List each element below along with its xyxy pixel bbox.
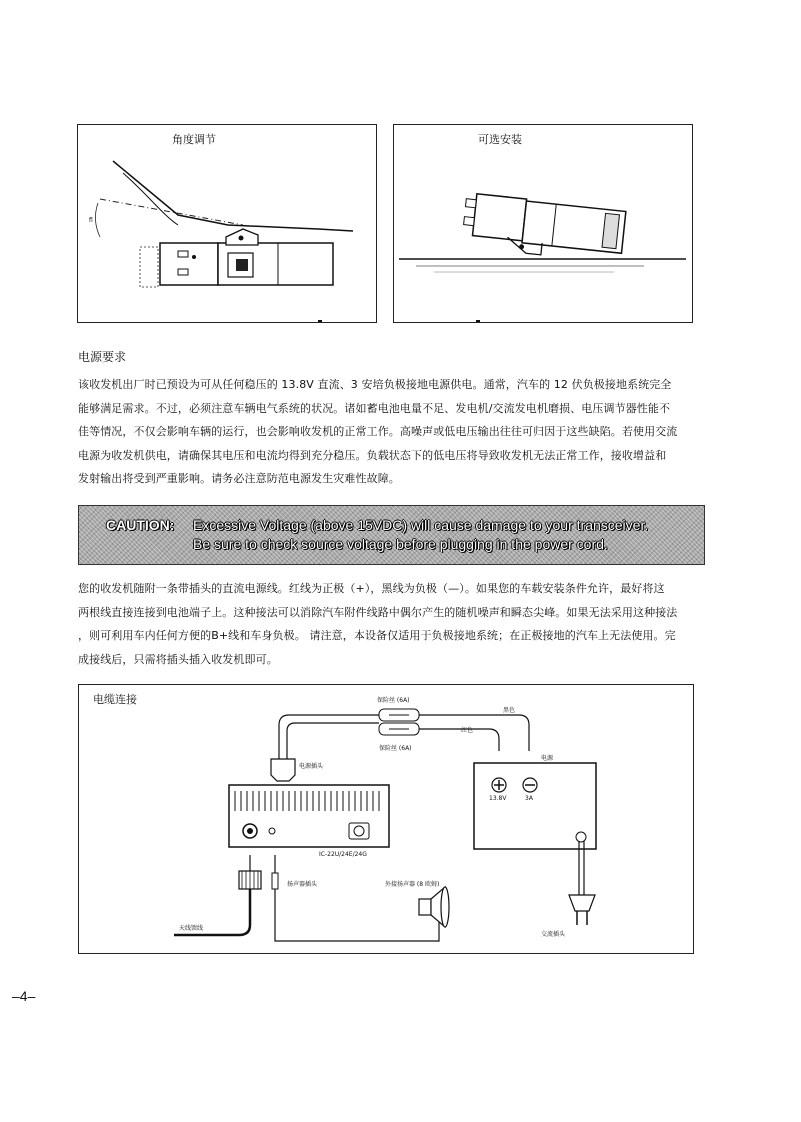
model-label: IC-22U/24E/24G — [319, 851, 367, 858]
paragraph-line: 发射输出将受到严重影响。请务必注意防范电源发生灾难性故障。 — [78, 472, 400, 485]
speaker-plug-label: 扬声器插头 — [287, 881, 318, 888]
paragraph-line: ，则可利用车内任何方便的B+线和车身负极。 请注意，本设备仅适用于负极接地系统；在正极接地的汽车上无法使用。完 — [78, 629, 676, 642]
fuse-label-top: 保险丝 (6A) — [377, 697, 410, 704]
optional-install-figure — [393, 124, 693, 323]
paragraph-line: 成接线后，只需将插头插入收发机即可。 — [78, 652, 278, 666]
fuse-label-bottom: 保险丝 (6A) — [379, 745, 412, 752]
power-plug-label: 电源插头 — [299, 763, 324, 770]
black-wire-label: 黑色 — [503, 707, 516, 714]
paragraph-line: 能够满足需求。不过，必须注意车辆电气系统的状况。诸如蓄电池电量不足、发电机/交流发电机磨损、电压调节器性能不 — [78, 401, 671, 415]
paragraph-line: 电源为收发机供电，请确保其电压和电流均得到充分稳压。负载状态下的低电压将导致收发机无法正常工作，接收增益和 — [78, 448, 667, 462]
red-wire-label: 红色 — [461, 727, 474, 734]
cable-connection-figure — [78, 684, 694, 954]
angle-adjust-drawing — [78, 125, 376, 322]
ac-plug-label: 交流插头 — [541, 931, 566, 938]
angle-adjust-title: 角度调节 — [172, 133, 216, 146]
paragraph-line: 您的收发机随附一条带插头的直流电源线。红线为正极（+），黑线为负极（—）。如果您的车载安装条件允许，最好将这 — [78, 582, 665, 595]
optional-install-drawing — [394, 125, 692, 322]
paragraph-line: 佳等情况，不仅会影响车辆的运行，也会影响收发机的正常工作。高噪声或低电压输出往往可归因于这些缺陷。若使用交流 — [78, 425, 678, 438]
caution-line-1: Excessive Voltage (above 15VDC) will cause damage to your transceiver. — [193, 517, 649, 533]
voltage-label: 13.8V — [489, 795, 507, 802]
caution-line-2: Be sure to check source voltage before plugging in the power cord. — [193, 536, 608, 552]
power-requirements-paragraph — [78, 373, 718, 491]
angle-symbol: fl — [89, 217, 93, 224]
dc-cable-paragraph — [78, 577, 718, 671]
optional-install-title: 可选安装 — [478, 133, 522, 146]
power-supply-label: 电源 — [541, 755, 554, 762]
page-number: –4– — [12, 988, 36, 1004]
caution-label: CAUTION: — [106, 517, 175, 533]
antenna-cable-label: 天线馈线 — [179, 925, 204, 932]
caution-box — [78, 505, 705, 565]
cable-connection-title: 电缆连接 — [93, 693, 137, 706]
power-requirements-heading: 电源要求 — [78, 350, 127, 364]
external-speaker-label: 外接扬声器 (8 欧姆) — [385, 881, 440, 888]
current-label: 3A — [525, 795, 533, 802]
wiring-diagram — [79, 685, 693, 953]
angle-adjust-figure — [77, 124, 377, 323]
paragraph-line: 该收发机出厂时已预设为可从任何稳压的 13.8V 直流、3 安培负极接地电源供电。通常，汽车的 12 伏负极接地系统完全 — [78, 378, 672, 391]
paragraph-line: 两根线直接连接到电池端子上。这种接法可以消除汽车附件线路中偶尔产生的随机噪声和瞬态尖峰。如果无法采用这种接法 — [78, 605, 678, 619]
